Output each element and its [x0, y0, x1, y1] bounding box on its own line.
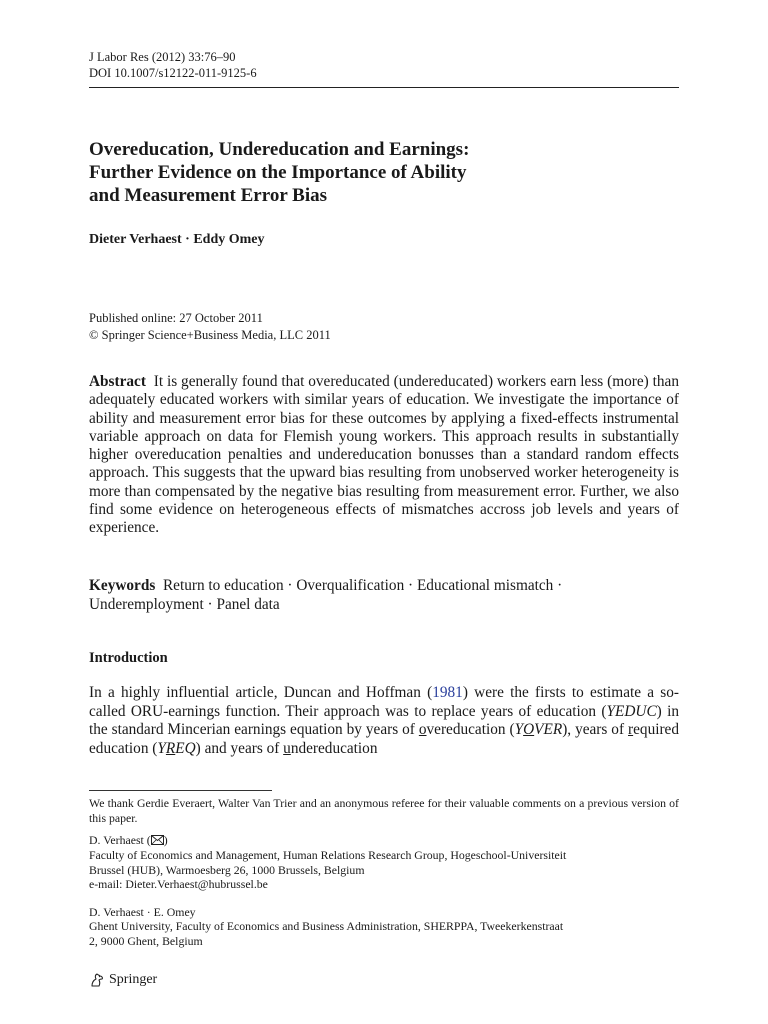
intro-text: ndereducation — [290, 739, 378, 757]
affiliation-2-line-1: Ghent University, Faculty of Economics and Business Administration, SHERPPA, Tweekerkenstraat — [89, 919, 564, 934]
affiliation-1-line-2: Brussel (HUB), Warmoesberg 26, 1000 Brussels, Belgium — [89, 862, 365, 877]
affiliation-2-names: D. Verhaest · E. Omey — [89, 905, 196, 919]
underlined-letter: r — [628, 721, 634, 739]
copyright: © Springer Science+Business Media, LLC 2011 — [89, 328, 331, 342]
var-letter: Y — [157, 739, 166, 757]
underlined-letter: R — [165, 739, 176, 757]
keywords — [89, 576, 679, 614]
springer-horse-icon — [89, 972, 105, 988]
intro-text: vereducation — [426, 721, 506, 739]
section-heading-introduction: Introduction — [89, 650, 168, 666]
publisher-footer — [89, 972, 157, 988]
intro-text: equired education ( — [89, 721, 679, 757]
underlined-letter: u — [283, 739, 291, 757]
citation-link[interactable]: 1981 — [432, 684, 463, 701]
keywords-label: Keywords — [89, 577, 156, 594]
var-yreq — [157, 740, 195, 757]
corresponding-author: D. Verhaest ( — [89, 833, 151, 847]
author-list: Dieter Verhaest · Eddy Omey — [89, 232, 265, 247]
footnote-rule — [89, 790, 272, 791]
var-letter: Y — [514, 721, 524, 739]
intro-text: In a highly influential article, Duncan and Hoffman ( — [89, 684, 433, 701]
intro-text: ( — [505, 721, 515, 739]
author-email: e-mail: Dieter.Verhaest@hubrussel.be — [89, 876, 268, 891]
var-letter: VER — [534, 721, 563, 739]
var-yeduc: YEDUC — [606, 702, 657, 720]
published-date: Published online: 27 October 2011 — [89, 311, 263, 325]
journal-citation: J Labor Res (2012) 33:76–90 — [89, 50, 236, 64]
affiliation-1 — [89, 833, 679, 891]
intro-text: ), years of — [562, 721, 629, 739]
article-title — [89, 138, 629, 207]
var-letter: EQ — [175, 739, 196, 757]
title-line-3: and Measurement Error Bias — [89, 185, 328, 206]
envelope-icon — [151, 834, 164, 848]
title-line-1: Overeducation, Undereducation and Earnings: — [89, 139, 470, 160]
intro-text: ) were the firsts to estimate a so-called ORU-earnings function. Their approach was to replace years of education ( — [89, 684, 679, 720]
affiliation-1-line-1: Faculty of Economics and Management, Human Relations Research Group, Hogeschool-Universiteit — [89, 848, 567, 863]
title-line-2: Further Evidence on the Importance of Ability — [89, 162, 467, 183]
var-yover — [515, 721, 563, 738]
doi: DOI 10.1007/s12122-011-9125-6 — [89, 66, 257, 80]
underlined-letter: O — [523, 721, 535, 739]
keywords-text: Return to education · Overqualification · Educational mismatch · Underemployment · Panel data — [89, 577, 563, 613]
abstract-text: It is generally found that overeducated (undereducated) workers earn less (more) than adequately educated workers with similar years of education. We investigate the importance of ability and measurement error bias for these outcomes by applying a fixed-effects instrumental variable approach on data for Flemish young workers. This approach results in substantially higher overeducation penalties and undereducation bonusses than a standard random effects approach. This suggests that the upward bias resulting from unobserved worker heterogeneity is more than compensated by the negative bias resulting from measurement error. Further, we also find some evidence on heterogeneous effects of mismatches accross job levels and years of experience. — [89, 373, 679, 537]
paren: ) — [163, 833, 168, 847]
affiliation-2-line-2: 2, 9000 Ghent, Belgium — [89, 933, 203, 948]
intro-text: ) in the standard Mincerian earnings equation by years of — [89, 702, 679, 739]
affiliation-2 — [89, 905, 679, 948]
introduction-paragraph — [89, 684, 679, 758]
intro-text: ) and years of — [195, 739, 284, 757]
acknowledgement-footnote: We thank Gerdie Everaert, Walter Van Trier and an anonymous referee for their valuable comments on a previous version of this paper. — [89, 796, 679, 825]
underlined-letter: o — [418, 721, 427, 739]
journal-header — [89, 49, 257, 81]
publication-info — [89, 310, 331, 344]
abstract-label: Abstract — [89, 373, 146, 390]
publisher-name: Springer — [109, 972, 158, 987]
abstract — [89, 373, 679, 538]
header-rule — [89, 87, 679, 88]
